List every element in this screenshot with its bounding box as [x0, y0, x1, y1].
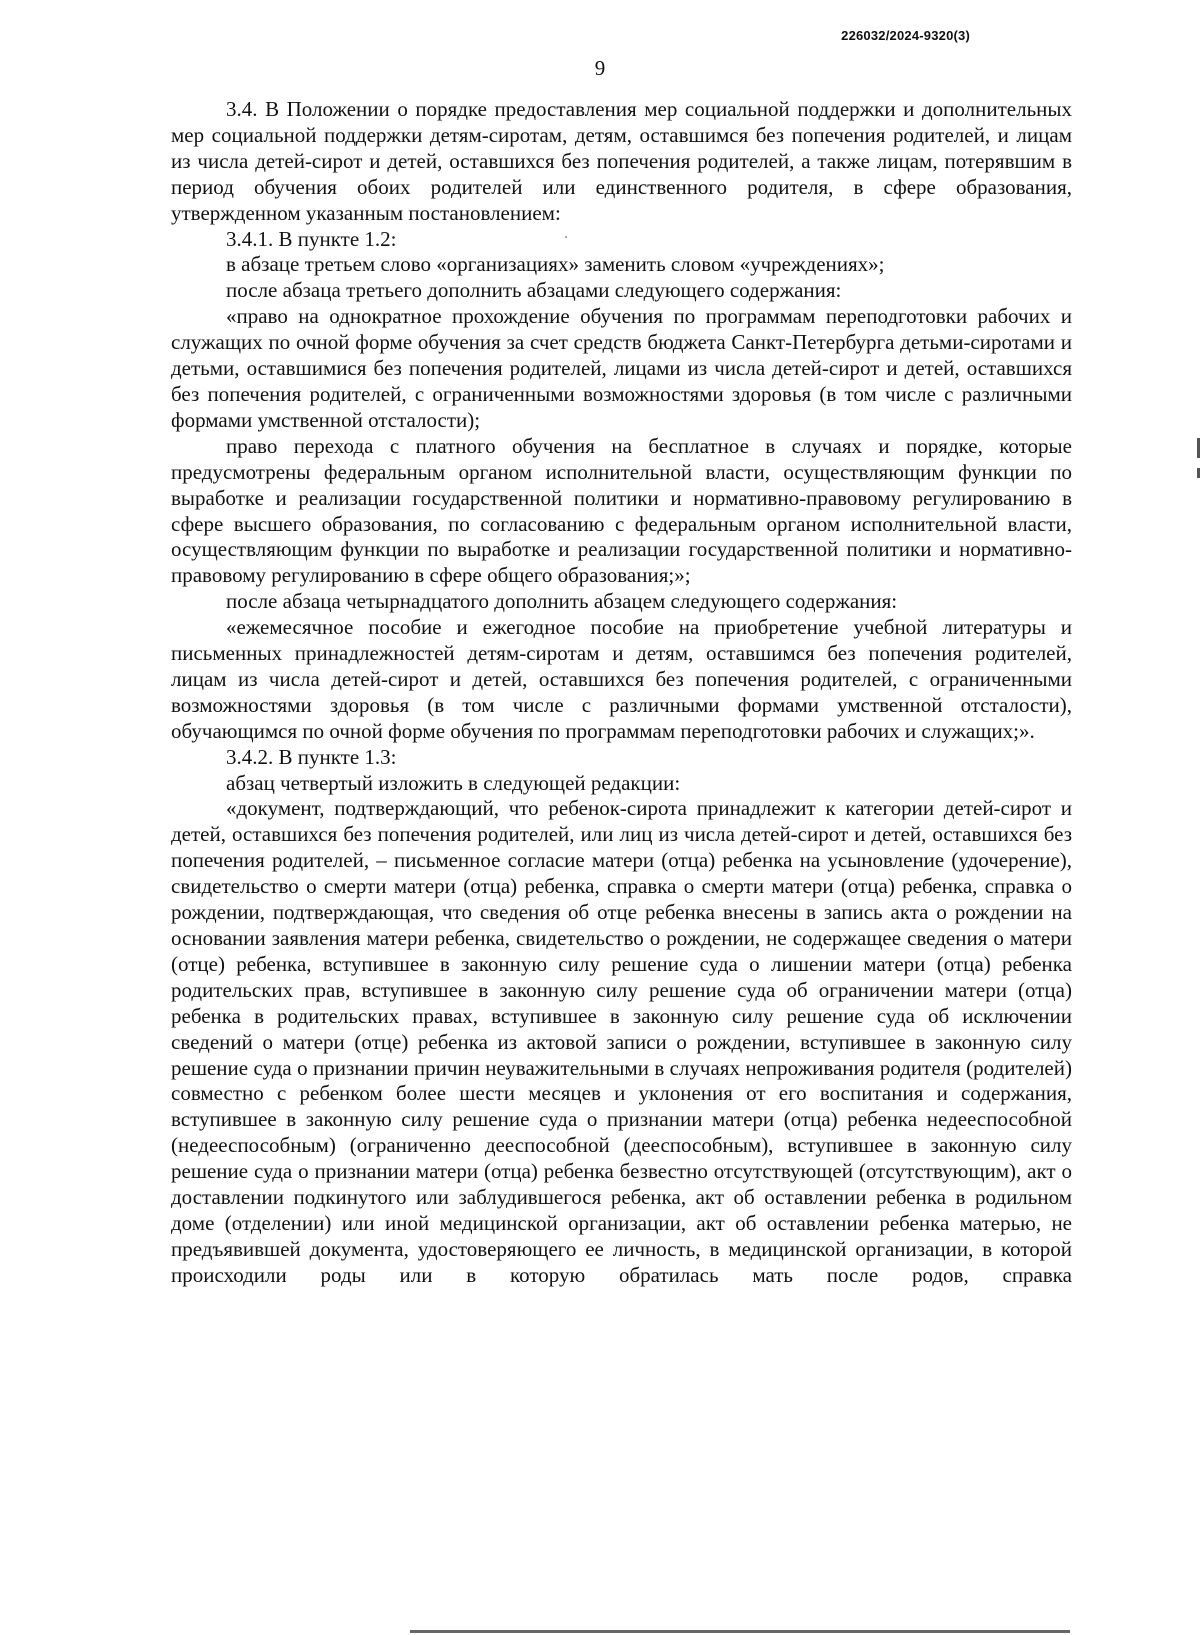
paragraph-3-4-2-heading: 3.4.2. В пункте 1.3:	[226, 744, 397, 769]
paragraph-fourth-abzac-redaction: абзац четвертый изложить в следующей редакции:	[226, 770, 681, 795]
paragraph-quote-document-confirming: «документ, подтверждающий, что ребенок-сирота принадлежит к категории детей-сирот и детей, оставшихся без попечения родителей, или лиц из числа детей-сирот и детей, оставшихся без попечения родителей, – письменное согласие матери (отца) ребенка на усыновление (удочерение), свидетельство о смерти матери (отца) ребенка, справка о смерти матери (отца) ребенка, справка о рождении, подтверждающая, что сведения об отце ребенка внесены в запись акта о рождении на основании заявления матери ребенка, свидетельство о рождении, не содержащее сведения о матери (отце) ребенка, вступившее в законную силу решение суда о лишении матери (отца) ребенка родительских прав, вступившее в законную силу решение суда об ограничении матери (отца) ребенка в родительских правах, вступившее в законную силу решение суда об исключении сведений о матери (отце) ребенка из актовой записи о рождении, вступившее в законную силу решение суда о признании причин неуважительными в случаях непроживания родителя (родителей) совместно с ребенком более шести месяцев и уклонения от его воспитания и содержания, вступившее в законную силу решение суда о признании матери (отца) ребенка недееспособной (недееспособным) (ограниченно дееспособной (дееспособным), вступившее в законную силу решение суда о признании матери (отца) ребенка безвестно отсутствующей (отсутствующим), акт о доставлении подкинутого или заблудившегося ребенка, акт об оставлении ребенка в родильном доме (отделении) или иной медицинской организации, акт об оставлении ребенка матерью, не предъявившей документа, удостоверяющего ее личность, в медицинской организации, в которой происходили роды или в которую обратилась мать после родов, справка	[171, 796, 1072, 1287]
page-number: 9	[594, 56, 606, 80]
paragraph-3-4-1-heading: 3.4.1. В пункте 1.2:	[226, 226, 397, 251]
paragraph-quote-retraining-right: «право на однократное прохождение обучения по программам переподготовки рабочих и служащих по очной форме обучения за счет средств бюджета Санкт-Петербурга детьми-сиротами и детьми, оставшимися без попечения родителей, лицами из числа детей-сирот и детей, оставшихся без попечения родителей, с ограниченными возможностями здоровья (в том числе с различными формами умственной отсталости);	[171, 304, 1072, 432]
scan-speck	[565, 236, 567, 238]
document-body	[171, 97, 1072, 1289]
paragraph-quote-transfer-right: право перехода с платного обучения на бесплатное в случаях и порядке, которые предусмотрены федеральным органом исполнительной власти, осуществляющим функции по выработке и реализации государственной политики и нормативно-правовому регулированию в сфере высшего образования, по согласованию с федеральным органом исполнительной власти, осуществляющим функции по выработке и реализации государственной политики и нормативно-правовому регулированию в сфере общего образования;»;	[171, 433, 1072, 588]
scan-bottom-edge-line	[410, 1630, 1070, 1633]
paragraph-add-after-third: после абзаца третьего дополнить абзацами следующего содержания:	[226, 278, 842, 303]
paragraph-3-4-intro: 3.4. В Положении о порядке предоставления мер социальной поддержки и дополнительных мер социальной поддержки детям-сиротам, детям, оставшимся без попечения родителей, и лицам из числа детей-сирот и детей, оставшихся без попечения родителей, а также лицам, потерявшим в период обучения обоих родителей или единственного родителя, в сфере образования, утвержденном указанным постановлением:	[171, 97, 1072, 225]
document-registration-number: 226032/2024-9320(3)	[841, 28, 970, 43]
paragraph-add-after-fourteenth: после абзаца четырнадцатого дополнить абзацем следующего содержания:	[226, 589, 898, 614]
paragraph-quote-monthly-allowance: «ежемесячное пособие и ежегодное пособие на приобретение учебной литературы и письменных принадлежностей детям-сиротам и детям, оставшимся без попечения родителей, лицам из числа детей-сирот и детей, оставшихся без попечения родителей, с ограниченными возможностями здоровья (в том числе с различными формами умственной отсталости), обучающимся по очной форме обучения по программам переподготовки рабочих и служащих;».	[171, 615, 1072, 743]
paragraph-amend-word: в абзаце третьем слово «организациях» заменить словом «учреждениях»;	[226, 252, 885, 277]
